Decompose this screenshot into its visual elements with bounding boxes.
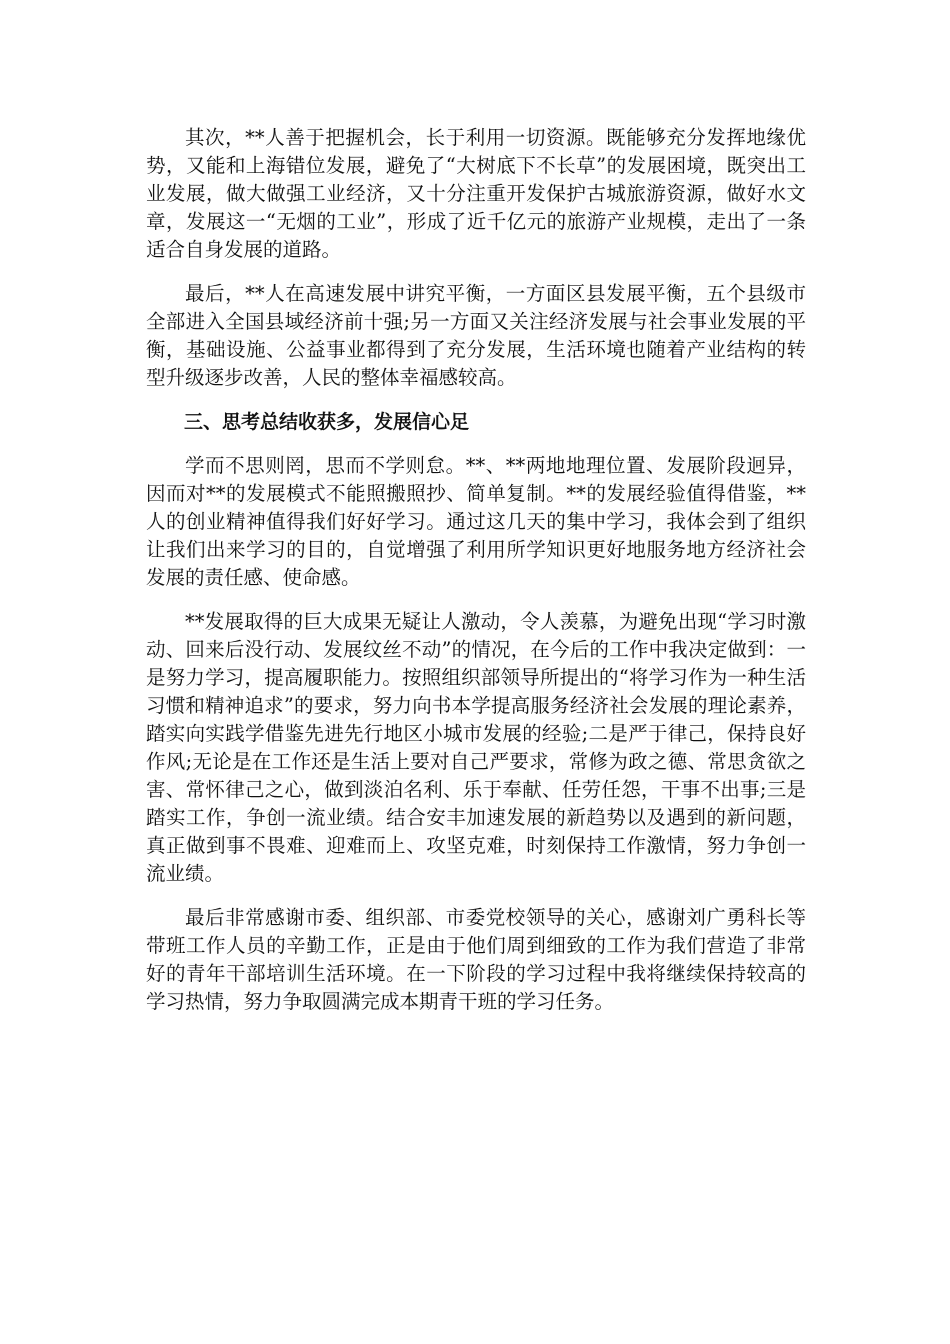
document-body: [146, 124, 806, 1032]
paragraph-thanks: 最后非常感谢市委、组织部、市委党校领导的关心，感谢刘广勇科长等带班工作人员的辛勤工作，正是由于他们周到细致的工作为我们营造了非常好的青年干部培训生活环境。在一下阶段的学习过程中我将继续保持较高的学习热情，努力争取圆满完成本期青干班的学习任务。: [146, 906, 806, 1013]
paragraph-seize-opportunities: 其次，**人善于把握机会，长于利用一切资源。既能够充分发挥地缘优势，又能和上海错位发展，避免了“大树底下不长草”的发展困境，既突出工业发展，做大做强工业经济，又十分注重开发保护古城旅游资源，做好水文章，发展这一“无烟的工业”，形成了近千亿元的旅游产业规模，走出了一条适合自身发展的道路。: [146, 126, 806, 261]
section-heading-3: 三、思考总结收获多，发展信心足: [184, 411, 470, 433]
paragraph-commitments: **发展取得的巨大成果无疑让人激动，令人羡慕，为避免出现“学习时激动、回来后没行动、发展纹丝不动”的情况，在今后的工作中我决定做到：一是努力学习，提高履职能力。按照组织部领导所提出的“将学习作为一种生活习惯和精神追求”的要求，努力向书本学提高服务经济社会发展的理论素养，踏实向实践学借鉴先进先行地区小城市发展的经验;二是严于律己，保持良好作风;无论是在工作还是生活上要对自己严要求，常修为政之德、常思贪欲之害、常怀律己之心，做到淡泊名利、乐于奉献、任劳任怨，干事不出事;三是踏实工作，争创一流业绩。结合安丰加速发展的新趋势以及遇到的新问题，真正做到事不畏难、迎难而上、攻坚克难，时刻保持工作激情，努力争创一流业绩。: [146, 610, 806, 885]
paragraph-learning-reflection: 学而不思则罔，思而不学则怠。**、**两地地理位置、发展阶段迥异，因而对**的发展模式不能照搬照抄、简单复制。**的发展经验值得借鉴，**人的创业精神值得我们好好学习。通过这几天的集中学习，我体会到了组织让我们出来学习的目的，自觉增强了利用所学知识更好地服务地方经济社会发展的责任感、使命感。: [146, 454, 806, 589]
paragraph-balanced-development: 最后，**人在高速发展中讲究平衡，一方面区县发展平衡，五个县级市全部进入全国县域经济前十强;另一方面又关注经济发展与社会事业发展的平衡，基础设施、公益事业都得到了充分发展，生活环境也随着产业结构的转型升级逐步改善，人民的整体幸福感较高。: [146, 282, 806, 389]
